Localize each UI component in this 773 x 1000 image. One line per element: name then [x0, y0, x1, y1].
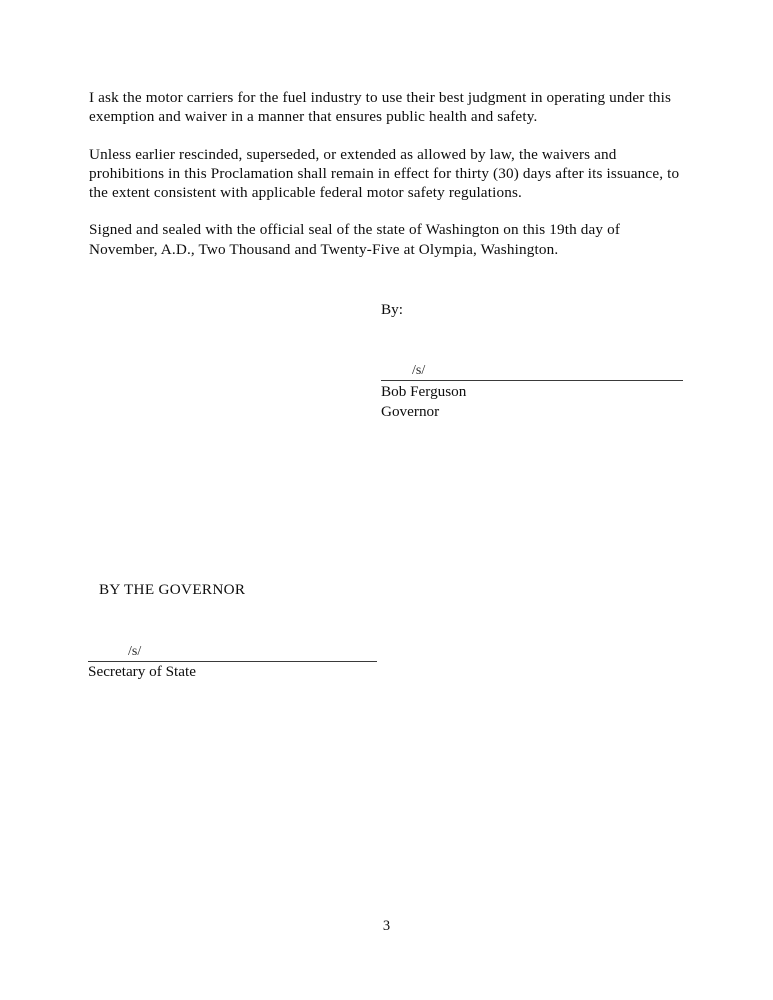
body-text-block: [89, 88, 685, 259]
governor-signature-block: [381, 300, 686, 421]
paragraph-2: Unless earlier rescinded, superseded, or extended as allowed by law, the waivers and prohibitions in this Proclamation shall remain in effect for thirty (30) days after its issuance, to the extent consistent with applicable federal motor safety regulations.: [89, 145, 680, 202]
secretary-signature-line: [88, 642, 377, 662]
paragraph-3: Signed and sealed with the official seal of the state of Washington on this 19th day of November, A.D., Two Thousand and Twenty-Five at Olympia, Washington.: [89, 221, 621, 258]
attestation-block: [88, 580, 388, 682]
governor-signature-mark: /s/: [412, 363, 426, 379]
secretary-of-state-title: Secretary of State: [88, 663, 196, 681]
paragraph-1: I ask the motor carriers for the fuel industry to use their best judgment in operating under this exemption and waiver in a manner that ensures public health and safety.: [89, 89, 672, 126]
governor-signature-line: [381, 361, 683, 381]
by-label: By:: [381, 301, 403, 318]
governor-name: Bob Ferguson: [381, 383, 467, 401]
secretary-signature-mark: /s/: [128, 644, 142, 660]
page-number: 3: [382, 918, 391, 934]
governor-title: Governor: [381, 402, 440, 420]
attestation-heading: BY THE GOVERNOR: [99, 581, 246, 598]
